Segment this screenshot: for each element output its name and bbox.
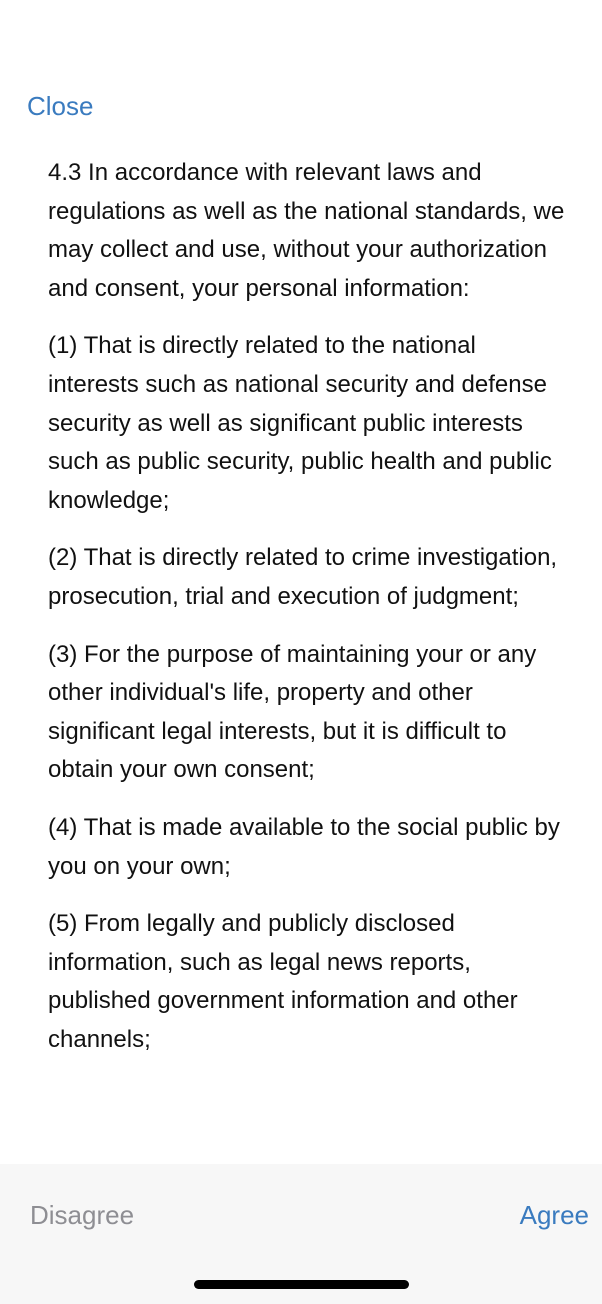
policy-paragraph: (3) For the purpose of maintaining your or any other individual's life, property and other significant legal interests, but it is difficult to obtain your own consent; xyxy=(48,640,537,784)
consent-action-bar xyxy=(0,1164,602,1304)
policy-paragraph: 4.3 In accordance with relevant laws and regulations as well as the national standards, we may collect and use, without your authorization and consent, your personal information: xyxy=(48,159,565,302)
policy-paragraph: (4) That is made available to the social public by you on your own; xyxy=(48,813,560,880)
policy-paragraph: (1) That is directly related to the national interests such as national security and defense security as well as significant public interests such as public security, public health and public knowledge; xyxy=(48,332,552,514)
home-indicator[interactable] xyxy=(194,1280,409,1289)
disagree-button[interactable]: Disagree xyxy=(30,1200,135,1230)
policy-text-scroll-area[interactable] xyxy=(48,154,568,1164)
policy-paragraph: (2) That is directly related to crime investigation, prosecution, trial and execution of judgment; xyxy=(48,544,558,610)
agree-button[interactable]: Agree xyxy=(519,1200,589,1230)
close-button[interactable]: Close xyxy=(27,91,94,121)
policy-paragraph: (5) From legally and publicly disclosed information, such as legal news reports, published government information and other channels; xyxy=(48,910,518,1053)
